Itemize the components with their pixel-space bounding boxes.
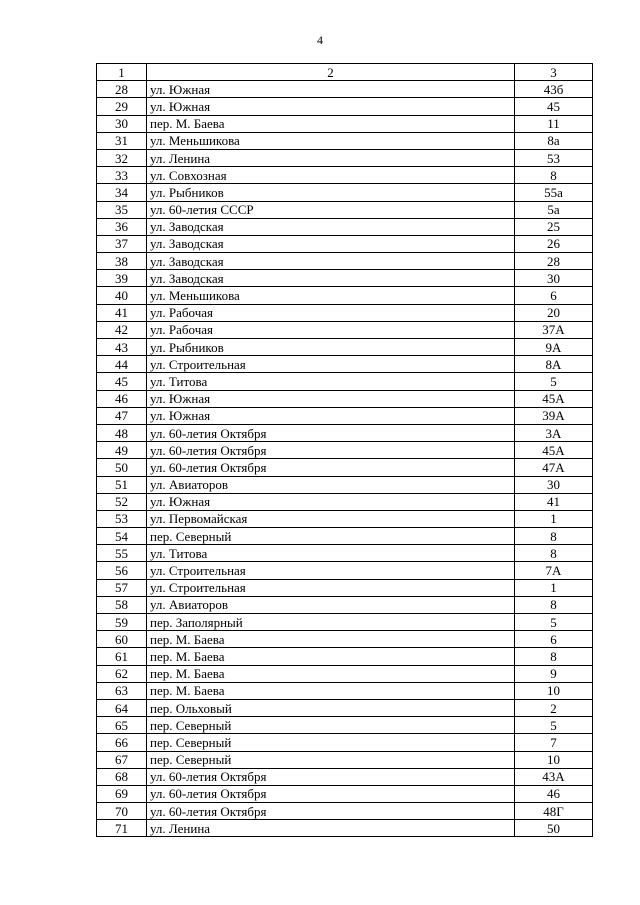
street-name: пер. М. Баева [147, 682, 515, 699]
table-row [97, 510, 593, 527]
street-name: пер. М. Баева [147, 665, 515, 682]
row-number: 65 [97, 717, 147, 734]
street-name: ул. Ленина [147, 820, 515, 837]
street-name: ул. Авиаторов [147, 596, 515, 613]
street-name: ул. Заводская [147, 270, 515, 287]
row-number: 59 [97, 614, 147, 631]
house-number: 50 [515, 820, 593, 837]
row-number: 44 [97, 356, 147, 373]
house-number: 6 [515, 631, 593, 648]
street-name: ул. 60-летия Октября [147, 442, 515, 459]
house-number: 53 [515, 149, 593, 166]
house-number: 10 [515, 682, 593, 699]
page-number: 4 [317, 33, 323, 47]
table-row [97, 665, 593, 682]
table-row [97, 528, 593, 545]
table-row [97, 407, 593, 424]
house-number: 5 [515, 373, 593, 390]
house-number: 46 [515, 785, 593, 802]
house-number: 47А [515, 459, 593, 476]
row-number: 50 [97, 459, 147, 476]
table-row [97, 614, 593, 631]
table-row [97, 321, 593, 338]
street-name: ул. 60-летия СССР [147, 201, 515, 218]
street-name: пер. М. Баева [147, 115, 515, 132]
row-number: 28 [97, 81, 147, 98]
street-name: ул. Южная [147, 98, 515, 115]
street-name: ул. Южная [147, 493, 515, 510]
table-header-row [97, 64, 593, 81]
street-name: ул. Рабочая [147, 304, 515, 321]
street-name: ул. Строительная [147, 562, 515, 579]
house-number: 43б [515, 81, 593, 98]
table-row [97, 631, 593, 648]
row-number: 51 [97, 476, 147, 493]
street-name: ул. Меньшикова [147, 132, 515, 149]
table-row [97, 562, 593, 579]
row-number: 55 [97, 545, 147, 562]
table-row [97, 115, 593, 132]
row-number: 38 [97, 253, 147, 270]
table-row [97, 785, 593, 802]
house-number: 45А [515, 442, 593, 459]
row-number: 56 [97, 562, 147, 579]
street-name: ул. Заводская [147, 235, 515, 252]
row-number: 47 [97, 407, 147, 424]
house-number: 5 [515, 614, 593, 631]
row-number: 52 [97, 493, 147, 510]
table-row [97, 734, 593, 751]
row-number: 57 [97, 579, 147, 596]
house-number: 30 [515, 270, 593, 287]
street-name: пер. Северный [147, 751, 515, 768]
row-number: 53 [97, 510, 147, 527]
table-row [97, 339, 593, 356]
row-number: 30 [97, 115, 147, 132]
street-name: пер. Северный [147, 528, 515, 545]
column-header-1: 1 [97, 64, 147, 81]
row-number: 35 [97, 201, 147, 218]
table-row [97, 167, 593, 184]
street-name: ул. Рыбников [147, 339, 515, 356]
house-number: 39А [515, 407, 593, 424]
row-number: 48 [97, 424, 147, 441]
house-number: 45А [515, 390, 593, 407]
street-name: ул. Заводская [147, 253, 515, 270]
table-row [97, 201, 593, 218]
street-name: ул. Строительная [147, 579, 515, 596]
row-number: 54 [97, 528, 147, 545]
row-number: 62 [97, 665, 147, 682]
house-number: 1 [515, 510, 593, 527]
house-number: 8 [515, 596, 593, 613]
street-name: пер. М. Баева [147, 648, 515, 665]
row-number: 33 [97, 167, 147, 184]
street-name: ул. Титова [147, 545, 515, 562]
row-number: 61 [97, 648, 147, 665]
house-number: 25 [515, 218, 593, 235]
row-number: 64 [97, 699, 147, 716]
street-name: пер. Заполярный [147, 614, 515, 631]
row-number: 42 [97, 321, 147, 338]
house-number: 8а [515, 132, 593, 149]
row-number: 40 [97, 287, 147, 304]
street-name: ул. Первомайская [147, 510, 515, 527]
table-row [97, 596, 593, 613]
table-row [97, 304, 593, 321]
table-row [97, 717, 593, 734]
column-header-3: 3 [515, 64, 593, 81]
table-row [97, 803, 593, 820]
row-number: 29 [97, 98, 147, 115]
row-number: 32 [97, 149, 147, 166]
row-number: 41 [97, 304, 147, 321]
street-name: ул. Южная [147, 407, 515, 424]
table-row [97, 356, 593, 373]
house-number: 43А [515, 768, 593, 785]
street-name: ул. Ленина [147, 149, 515, 166]
house-number: 45 [515, 98, 593, 115]
table-row [97, 648, 593, 665]
house-number: 5а [515, 201, 593, 218]
table-row [97, 493, 593, 510]
table-row [97, 253, 593, 270]
table-row [97, 682, 593, 699]
table-row [97, 768, 593, 785]
table-row [97, 132, 593, 149]
row-number: 71 [97, 820, 147, 837]
table-row [97, 459, 593, 476]
table-row [97, 218, 593, 235]
row-number: 70 [97, 803, 147, 820]
street-name: пер. Северный [147, 717, 515, 734]
house-number: 55а [515, 184, 593, 201]
row-number: 43 [97, 339, 147, 356]
table-row [97, 390, 593, 407]
street-name: ул. Рыбников [147, 184, 515, 201]
street-name: ул. 60-летия Октября [147, 424, 515, 441]
row-number: 37 [97, 235, 147, 252]
table-row [97, 270, 593, 287]
row-number: 68 [97, 768, 147, 785]
house-number: 9А [515, 339, 593, 356]
house-number: 6 [515, 287, 593, 304]
row-number: 39 [97, 270, 147, 287]
house-number: 11 [515, 115, 593, 132]
street-name: ул. Титова [147, 373, 515, 390]
street-name: ул. 60-летия Октября [147, 803, 515, 820]
house-number: 1 [515, 579, 593, 596]
house-number: 20 [515, 304, 593, 321]
address-table [96, 63, 593, 837]
table-row [97, 149, 593, 166]
table-row [97, 476, 593, 493]
street-name: пер. Ольховый [147, 699, 515, 716]
house-number: 48Г [515, 803, 593, 820]
table-row [97, 98, 593, 115]
house-number: 41 [515, 493, 593, 510]
row-number: 58 [97, 596, 147, 613]
house-number: 9 [515, 665, 593, 682]
table-row [97, 699, 593, 716]
street-name: ул. Строительная [147, 356, 515, 373]
street-name: ул. Совхозная [147, 167, 515, 184]
row-number: 63 [97, 682, 147, 699]
table-row [97, 184, 593, 201]
street-name: пер. Северный [147, 734, 515, 751]
row-number: 36 [97, 218, 147, 235]
house-number: 2 [515, 699, 593, 716]
row-number: 31 [97, 132, 147, 149]
row-number: 45 [97, 373, 147, 390]
table-row [97, 545, 593, 562]
house-number: 28 [515, 253, 593, 270]
column-header-2: 2 [147, 64, 515, 81]
row-number: 49 [97, 442, 147, 459]
row-number: 69 [97, 785, 147, 802]
house-number: 8 [515, 648, 593, 665]
house-number: 26 [515, 235, 593, 252]
address-table-body [97, 64, 593, 837]
street-name: ул. Южная [147, 390, 515, 407]
street-name: ул. Меньшикова [147, 287, 515, 304]
house-number: 30 [515, 476, 593, 493]
row-number: 46 [97, 390, 147, 407]
house-number: 8 [515, 167, 593, 184]
house-number: 7 [515, 734, 593, 751]
house-number: 37А [515, 321, 593, 338]
table-row [97, 751, 593, 768]
table-row [97, 235, 593, 252]
street-name: ул. Южная [147, 81, 515, 98]
table-row [97, 579, 593, 596]
table-row [97, 81, 593, 98]
table-row [97, 820, 593, 837]
house-number: 5 [515, 717, 593, 734]
house-number: 8 [515, 545, 593, 562]
table-row [97, 424, 593, 441]
street-name: ул. Рабочая [147, 321, 515, 338]
street-name: ул. Заводская [147, 218, 515, 235]
house-number: 7А [515, 562, 593, 579]
row-number: 66 [97, 734, 147, 751]
house-number: 8А [515, 356, 593, 373]
table-row [97, 287, 593, 304]
house-number: 3А [515, 424, 593, 441]
street-name: пер. М. Баева [147, 631, 515, 648]
house-number: 8 [515, 528, 593, 545]
table-row [97, 442, 593, 459]
street-name: ул. Авиаторов [147, 476, 515, 493]
row-number: 60 [97, 631, 147, 648]
row-number: 67 [97, 751, 147, 768]
row-number: 34 [97, 184, 147, 201]
house-number: 10 [515, 751, 593, 768]
table-row [97, 373, 593, 390]
street-name: ул. 60-летия Октября [147, 785, 515, 802]
street-name: ул. 60-летия Октября [147, 768, 515, 785]
street-name: ул. 60-летия Октября [147, 459, 515, 476]
